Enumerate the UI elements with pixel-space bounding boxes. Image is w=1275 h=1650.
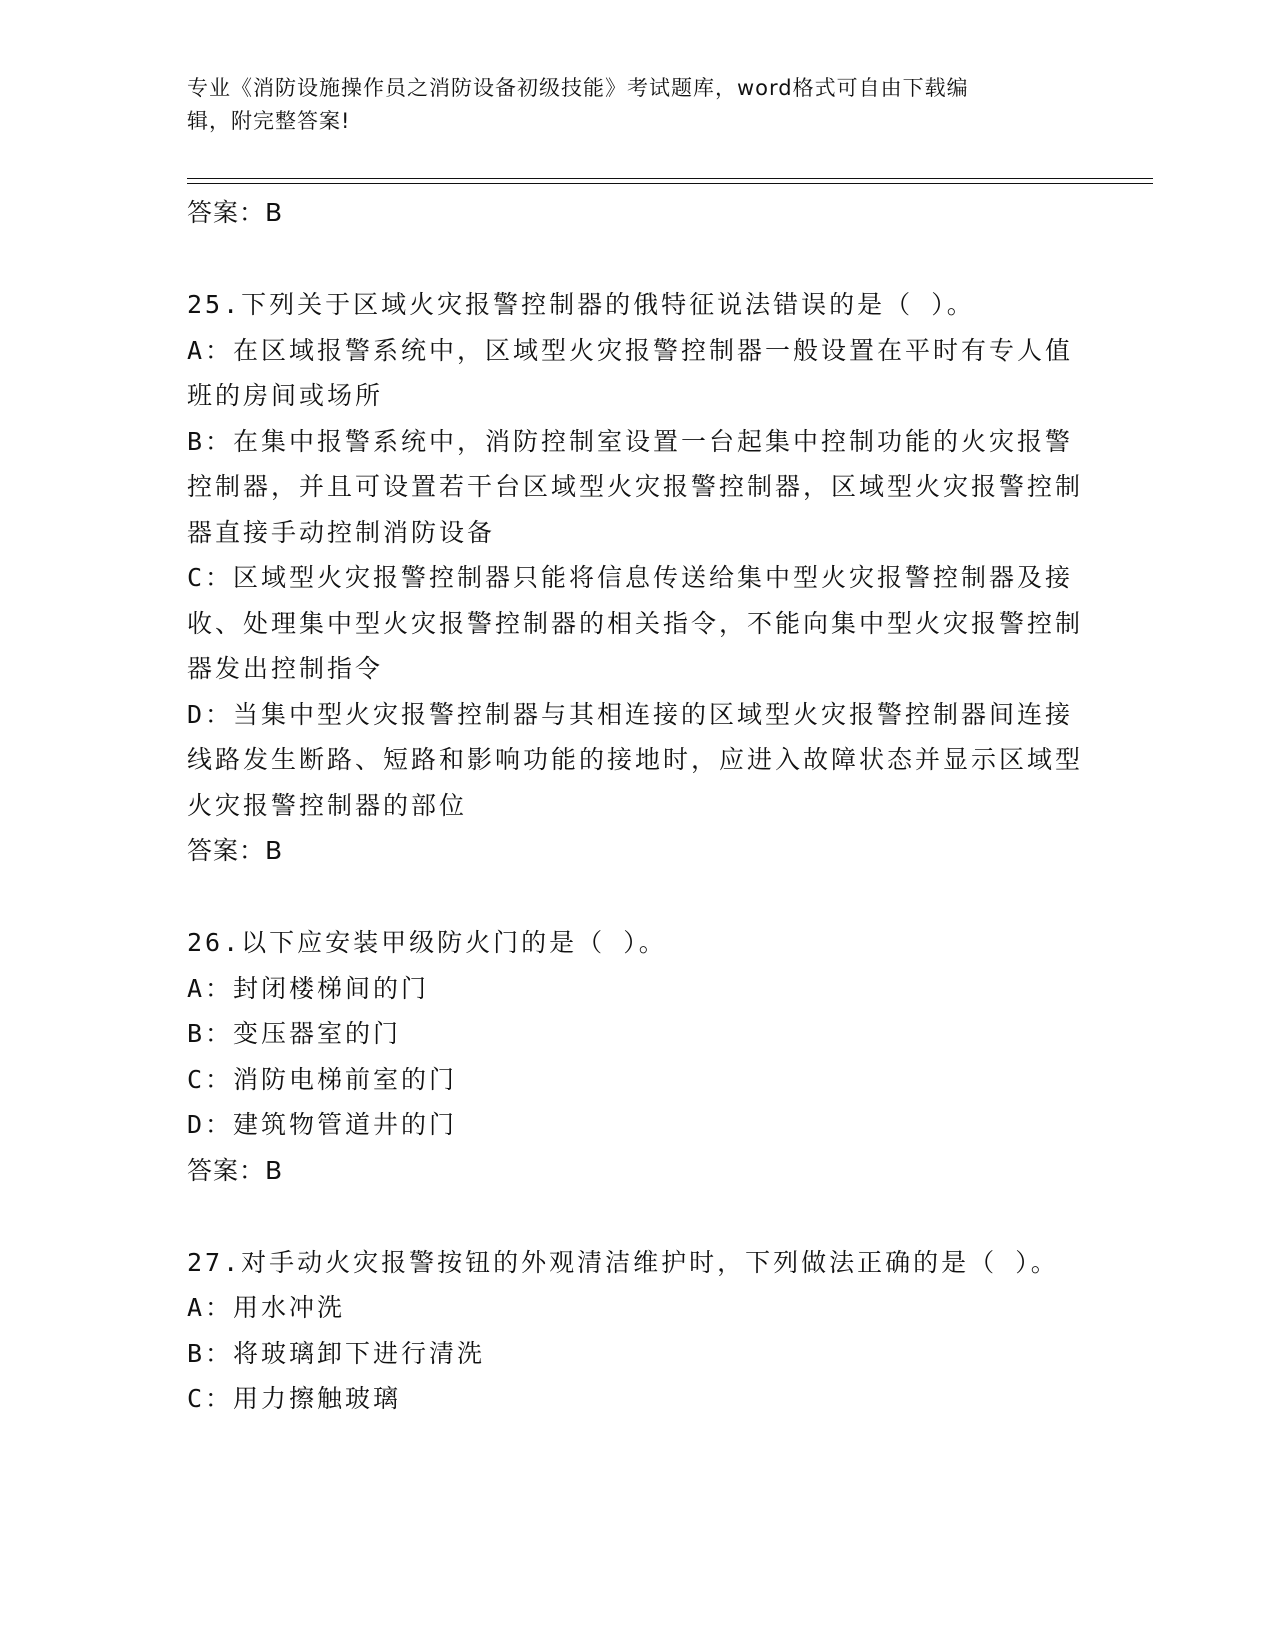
document-body <box>187 190 1087 1422</box>
question-26-option-d: D：建筑物管道井的门 <box>187 1110 458 1139</box>
header-rule-bottom <box>187 183 1153 184</box>
question-26-option-a: A：封闭楼梯间的门 <box>187 973 430 1003</box>
question-25-option-a: A：在区域报警系统中，区域型火灾报警控制器一般设置在平时有专人值班的房间或场所 <box>187 335 1074 410</box>
question-26-option-c: C：消防电梯前室的门 <box>187 1064 458 1094</box>
document-header <box>187 72 1067 138</box>
question-25: 25.下列关于区域火灾报警控制器的俄特征说法错误的是（ ）。 <box>187 290 975 319</box>
question-26: 26.以下应安装甲级防火门的是（ ）。 <box>187 928 667 957</box>
question-26-option-b: B：变压器室的门 <box>187 1019 402 1048</box>
question-25-option-c: C：区域型火灾报警控制器只能将信息传送给集中型火灾报警控制器及接收、处理集中型火灾报警控制器的相关指令，不能向集中型火灾报警控制器发出控制指令 <box>187 563 1084 683</box>
spacer <box>187 874 1087 920</box>
question-27-option-c: C：用力擦触玻璃 <box>187 1384 402 1413</box>
answer-26: 答案：B <box>187 1155 284 1185</box>
question-25-option-d: D：当集中型火灾报警控制器与其相连接的区域型火灾报警控制器间连接线路发生断路、短路和影响功能的接地时，应进入故障状态并显示区域型火灾报警控制器的部位 <box>187 699 1084 820</box>
question-27: 27.对手动火灾报警按钮的外观清洁维护时，下列做法正确的是（ ）。 <box>187 1247 1059 1277</box>
answer-24: 答案：B <box>187 198 284 227</box>
question-25-option-b: B：在集中报警系统中，消防控制室设置一台起集中控制功能的火灾报警控制器，并且可设置若干台区域型火灾报警控制器，区域型火灾报警控制器直接手动控制消防设备 <box>187 426 1084 547</box>
answer-25: 答案：B <box>187 836 284 865</box>
header-rule-top <box>187 178 1153 179</box>
header-line-2: 辑，附完整答案! <box>187 109 351 133</box>
question-27-option-a: A：用水冲洗 <box>187 1293 346 1322</box>
question-27-option-b: B：将玻璃卸下进行清洗 <box>187 1338 486 1368</box>
spacer <box>187 236 1087 282</box>
header-line-1: 专业《消防设施操作员之消防设备初级技能》考试题库，word格式可自由下载编 <box>187 76 969 100</box>
spacer <box>187 1194 1087 1240</box>
